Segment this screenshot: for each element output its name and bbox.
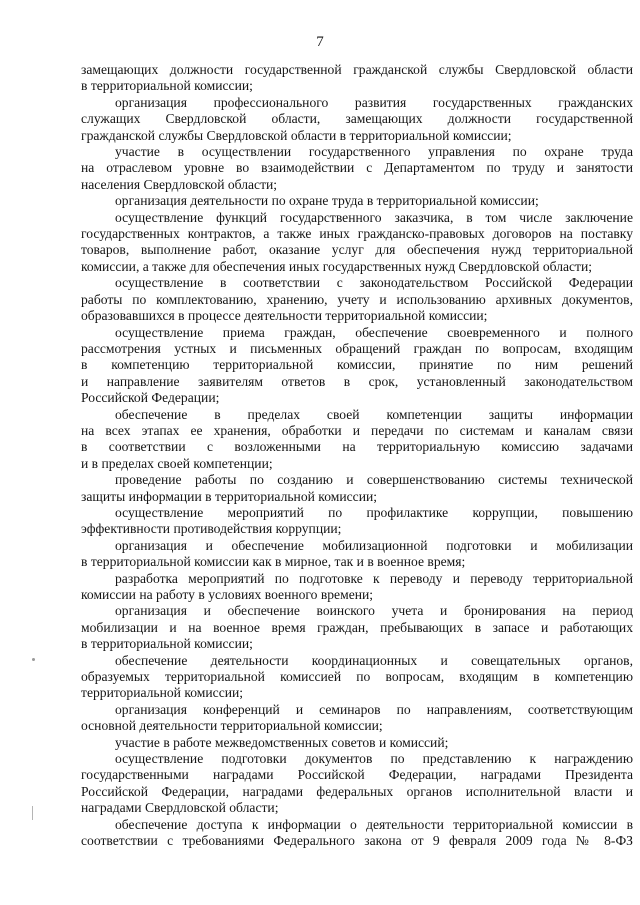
text-line: товаров, выполнение работ, оказание услуг для обеспечения нужд территориальной <box>81 242 633 258</box>
text-line: Российской Федерации; <box>81 390 220 406</box>
text-line: населения Свердловской области; <box>81 176 278 192</box>
text-line: организация профессионального развития государственных гражданских <box>115 94 633 110</box>
text-line: в территориальной комиссии; <box>81 636 253 652</box>
text-line: образовавшихся в процессе деятельности территориальной комиссии; <box>81 308 488 324</box>
text-line: осуществление приема граждан, обеспечение своевременного и полного <box>115 324 633 340</box>
text-line: служащих Свердловской области, замещающих должности государственной <box>81 111 633 127</box>
text-line: комиссии на работу в условиях военного времени; <box>81 587 374 602</box>
paragraph <box>81 702 633 735</box>
text-line: соответствии с требованиями Федерального закона от 9 февраля 2009 года № 8-ФЗ <box>81 833 633 849</box>
text-line: в территориальной комиссии; <box>81 78 253 94</box>
text-line: на отраслевом уровне во взаимодействии с Департаментом по труду и занятости <box>81 160 633 176</box>
text-line: обеспечение в пределах своей компетенции защиты информации <box>115 406 633 422</box>
text-line: участие в работе межведомственных советов и комиссий; <box>115 734 449 750</box>
text-line: государственными наградами Российской Федерации, наградами Президента <box>81 767 633 783</box>
paragraph <box>81 472 633 505</box>
text-line: осуществление мероприятий по профилактике коррупции, повышению <box>115 504 633 520</box>
text-line: и направление заявителям ответов в срок, установленный законодательством <box>81 373 633 389</box>
paragraph <box>81 193 633 209</box>
paragraph <box>81 62 633 95</box>
text-line: гражданской службы Свердловской области в территориальной комиссии; <box>81 127 512 143</box>
paragraph <box>81 751 633 817</box>
paragraph <box>81 144 633 193</box>
paragraph <box>81 538 633 571</box>
paragraph <box>81 210 633 276</box>
text-line: защиты информации в территориальной комиссии; <box>81 488 378 504</box>
page-number: 7 <box>316 34 324 50</box>
text-line: рассмотрения устных и письменных обращений граждан по вопросам, входящим <box>81 340 633 356</box>
text-line: в территориальной комиссии как в мирное, так и в военное время; <box>81 554 466 570</box>
paragraph <box>81 275 633 324</box>
text-line: и в пределах своей компетенции; <box>81 455 273 471</box>
paragraph <box>81 735 633 751</box>
text-line: обеспечение доступа к информации о деятельности территориальной комиссии в <box>115 816 633 832</box>
text-line: организация и обеспечение воинского учета и бронирования на период <box>115 603 633 619</box>
scan-speck <box>32 806 33 820</box>
text-line: обеспечение деятельности координационных и совещательных органов, <box>115 652 633 668</box>
text-line: мобилизации и на военное время граждан, пребывающих в запасе и работающих <box>81 619 633 635</box>
paragraph <box>81 95 633 144</box>
text-line: государственных контрактов, а также иных гражданско-правовых договоров на поставку <box>81 226 633 242</box>
text-line: работы по комплектованию, хранению, учету и использованию архивных документов, <box>81 291 633 307</box>
text-line: осуществление функций государственного заказчика, в том числе заключение <box>115 209 633 225</box>
text-line: образуемых территориальной комиссией по вопросам, входящим в компетенцию <box>81 669 633 685</box>
text-line: в компетенцию территориальной комиссии, принятие по ним решений <box>81 357 633 373</box>
text-line: основной деятельности территориальной комиссии; <box>81 718 383 734</box>
text-line: организация конференций и семинаров по направлениям, соответствующим <box>115 701 633 717</box>
text-line: комиссии, а также для обеспечения иных государственных нужд Свердловской области; <box>81 258 593 274</box>
text-line: участие в осуществлении государственного управления по охране труда <box>115 144 633 160</box>
text-line: осуществление в соответствии с законодательством Российской Федерации <box>115 275 633 291</box>
paragraph <box>81 653 633 702</box>
document-body <box>81 62 633 850</box>
text-line: территориальной комиссии; <box>81 685 244 701</box>
text-line: разработка мероприятий по подготовке к переводу и переводу территориальной <box>115 570 633 586</box>
paragraph <box>81 603 633 652</box>
text-line: замещающих должности государственной гражданской службы Свердловской области <box>81 62 633 77</box>
text-line: проведение работы по созданию и совершенствованию системы технической <box>115 472 633 488</box>
text-line: на всех этапах ее хранения, обработки и передачи по системам и каналам связи <box>81 422 633 438</box>
text-line: эффективности противодействия коррупции; <box>81 521 342 537</box>
text-line: организация деятельности по охране труда в территориальной комиссии; <box>115 193 539 209</box>
text-line: Российской Федерации, наградами федеральных органов исполнительной власти и <box>81 783 633 799</box>
paragraph <box>81 571 633 604</box>
paragraph <box>81 325 633 407</box>
text-line: наградами Свердловской области; <box>81 800 279 816</box>
text-line: в соответствии с возложенными на территориальную комиссию задачами <box>81 439 633 455</box>
paragraph <box>81 407 633 473</box>
paragraph <box>81 817 633 850</box>
paragraph <box>81 505 633 538</box>
text-line: организация и обеспечение мобилизационной подготовки и мобилизации <box>115 537 633 553</box>
text-line: осуществление подготовки документов по представлению к награждению <box>115 751 633 767</box>
scan-speck <box>32 658 35 661</box>
